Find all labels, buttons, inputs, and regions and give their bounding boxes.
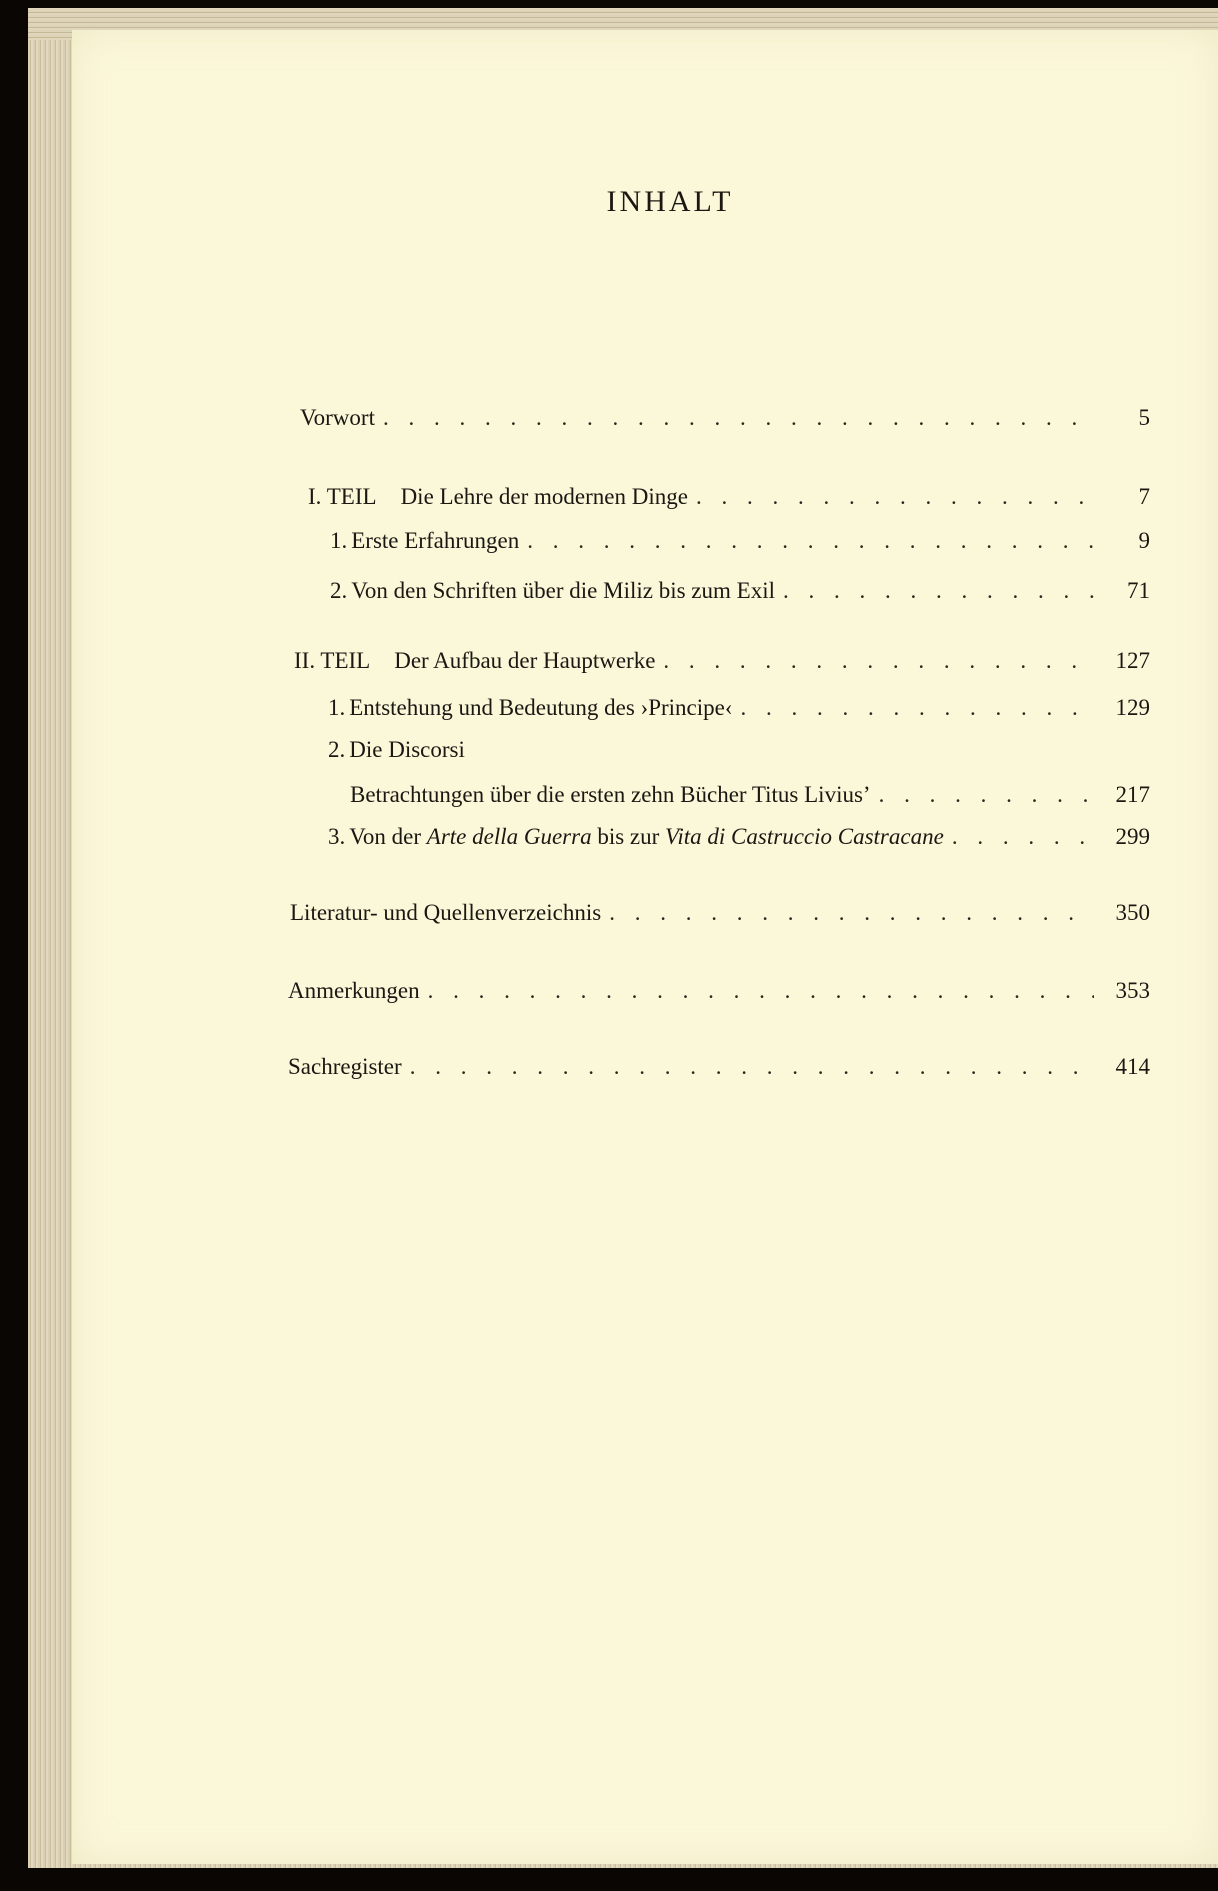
- book-page: [72, 30, 1218, 1864]
- toc-entry-teil-2-2: [328, 737, 465, 763]
- toc-number: 2.: [328, 737, 346, 762]
- toc-page-number: 414: [1115, 1054, 1150, 1079]
- toc-page-number: 353: [1115, 978, 1150, 1003]
- toc-leader: [410, 1054, 1094, 1080]
- toc-page-number: 5: [1138, 405, 1150, 430]
- toc-leader: [428, 978, 1094, 1004]
- toc-entry-sachregister: [288, 1054, 1150, 1080]
- toc-part-prefix: II. TEIL: [294, 648, 371, 673]
- toc-label: Vorwort: [300, 405, 375, 430]
- toc-label: Die Lehre der modernen Dinge: [400, 484, 688, 509]
- toc-page-number: 350: [1115, 900, 1150, 925]
- toc-label: Anmerkungen: [288, 978, 420, 1003]
- toc-entry-teil-1-2: [330, 578, 1150, 604]
- toc-label: Sachregister: [288, 1054, 402, 1079]
- toc-entry-teil-2-2-subtitle: [350, 782, 1150, 808]
- toc-leader: [663, 648, 1094, 674]
- toc-page-number: 9: [1138, 528, 1150, 553]
- toc-number: 1.: [330, 528, 348, 553]
- toc-label: Entstehung und Bedeutung des ›Principe‹: [349, 695, 733, 720]
- toc-page-number: 127: [1115, 648, 1150, 673]
- toc-leader: [609, 900, 1094, 926]
- toc-page-number: 217: [1115, 782, 1150, 807]
- toc-number: 1.: [328, 695, 346, 720]
- toc-entry-teil-1: [308, 484, 1150, 510]
- page-title: INHALT: [606, 185, 734, 218]
- toc-label: Betrachtungen über die ersten zehn Bücher Titus Livius’: [350, 782, 871, 807]
- toc-label-italic: Vita di Castruccio Castracane: [665, 824, 944, 849]
- toc-page-number: 71: [1127, 578, 1150, 603]
- toc-label-part: Von der: [349, 824, 422, 849]
- toc-leader: [741, 695, 1094, 721]
- toc-number: 2.: [330, 578, 348, 603]
- toc-entry-vorwort: [300, 405, 1150, 431]
- toc-entry-teil-2: [294, 648, 1150, 674]
- toc-part-prefix: I. TEIL: [308, 484, 377, 509]
- toc-page-number: 7: [1138, 484, 1150, 509]
- toc-page-number: 129: [1115, 695, 1150, 720]
- toc-label: Erste Erfahrungen: [351, 528, 520, 553]
- toc-leader: [783, 578, 1094, 604]
- toc-leader: [527, 528, 1094, 554]
- toc-entry-teil-1-1: [330, 528, 1150, 554]
- toc-entry-literatur: [290, 900, 1150, 926]
- toc-leader: [879, 782, 1094, 808]
- toc-leader: [952, 824, 1094, 850]
- toc-label: Literatur- und Quellenverzeichnis: [290, 900, 602, 925]
- toc-entry-teil-2-3: [328, 824, 1150, 850]
- toc-number: 3.: [328, 824, 346, 849]
- toc-leader: [383, 405, 1094, 431]
- toc-label-italic: Arte della Guerra: [426, 824, 592, 849]
- toc-label: Die Discorsi: [349, 737, 465, 762]
- toc-label: Von den Schriften über die Miliz bis zum Exil: [351, 578, 775, 603]
- toc-entry-anmerkungen: [288, 978, 1150, 1004]
- toc-page-number: 299: [1115, 824, 1150, 849]
- toc-leader: [696, 484, 1094, 510]
- toc-label: Der Aufbau der Hauptwerke: [394, 648, 656, 673]
- toc-entry-teil-2-1: [328, 695, 1150, 721]
- toc-label-part: bis zur: [597, 824, 660, 849]
